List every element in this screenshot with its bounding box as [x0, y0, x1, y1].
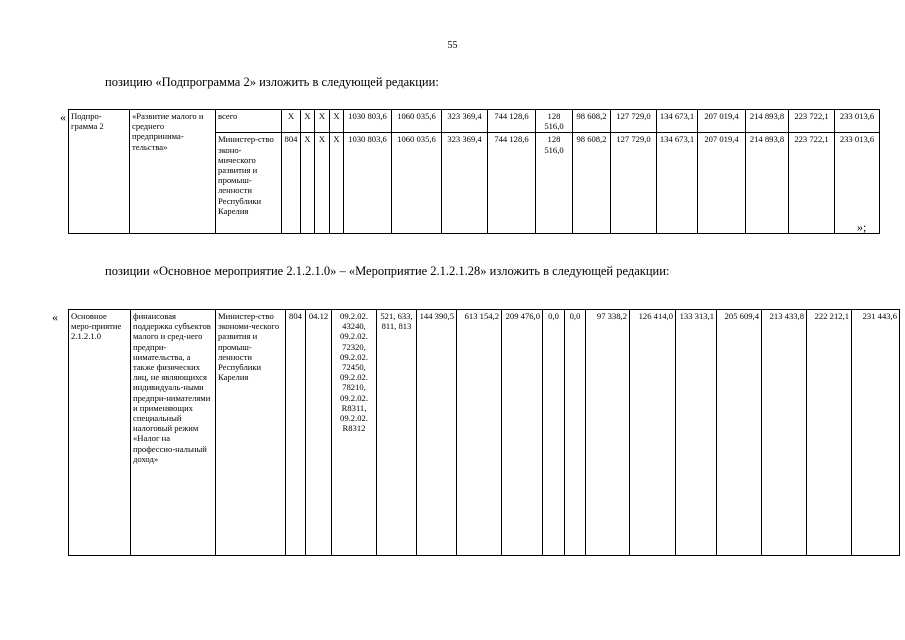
subprogram-name: Подпро-грамма 2 [69, 110, 130, 234]
value-cell: 213 433,8 [762, 310, 807, 556]
measure-table [68, 309, 900, 556]
value-cell: 127 729,0 [611, 133, 657, 234]
code-cell: Х [315, 110, 330, 133]
value-cell: 323 369,4 [442, 133, 488, 234]
value-cell: 231 443,6 [852, 310, 900, 556]
table-row [69, 310, 900, 556]
subprogram-title: «Развитие малого и среднего предпринима-тельства» [130, 110, 216, 234]
value-cell: 98 608,2 [573, 133, 611, 234]
responsible-cell: всего [216, 110, 282, 133]
value-cell: 214 893,8 [746, 110, 789, 133]
closing-quote-1: »; [857, 220, 867, 234]
value-cell: 233 013,6 [835, 110, 880, 133]
opening-quote-2: « [52, 310, 58, 324]
measure-title: финансовая поддержка субъектов малого и сред-него предпри-нимательства, а также физических лиц, не являющихся индивидуаль-ными предпри-нимателями и применяющих специальный налоговый режим «Налог на профессио-нальный доход» [131, 310, 216, 556]
value-cell: 1030 803,6 [344, 110, 392, 133]
code-cell: Х [315, 133, 330, 234]
value-cell: 98 608,2 [573, 110, 611, 133]
instruction-paragraph-1: позицию «Подпрограмма 2» изложить в следующей редакции: [105, 75, 439, 89]
value-cell: 133 313,1 [676, 310, 717, 556]
value-cell: 1030 803,6 [344, 133, 392, 234]
value-cell: 209 476,0 [502, 310, 543, 556]
code-cell: Х [301, 110, 315, 133]
value-cell: 1060 035,6 [392, 110, 442, 133]
value-cell: 613 154,2 [457, 310, 502, 556]
code-cell: Х [330, 133, 344, 234]
opening-quote-1: « [60, 110, 66, 124]
subprogram-table [68, 109, 880, 234]
value-cell: 744 128,6 [488, 133, 536, 234]
value-cell: 223 722,1 [789, 133, 835, 234]
code-cell: 521, 633, 811, 813 [377, 310, 417, 556]
code-cell: 09.2.02. 43240, 09.2.02. 72320, 09.2.02. 72450, 09.2.02. 78210, 09.2.02. R8311, 09.2.02. R8312 [332, 310, 377, 556]
table-row [69, 110, 880, 133]
value-cell: 0,0 [543, 310, 565, 556]
value-cell: 1060 035,6 [392, 133, 442, 234]
responsible-cell: Министер-ство экономи-ческого развития и промыш-ленности Республики Карелия [216, 310, 286, 556]
value-cell: 214 893,8 [746, 133, 789, 234]
value-cell: 128 516,0 [536, 133, 573, 234]
code-cell: 04.12 [306, 310, 332, 556]
value-cell: 744 128,6 [488, 110, 536, 133]
value-cell: 127 729,0 [611, 110, 657, 133]
value-cell: 0,0 [565, 310, 586, 556]
code-cell: 804 [286, 310, 306, 556]
value-cell: 222 212,1 [807, 310, 852, 556]
value-cell: 323 369,4 [442, 110, 488, 133]
value-cell: 144 390,5 [417, 310, 457, 556]
value-cell: 134 673,1 [657, 110, 698, 133]
value-cell: 126 414,0 [630, 310, 676, 556]
value-cell: 223 722,1 [789, 110, 835, 133]
code-cell: Х [282, 110, 301, 133]
value-cell: 128 516,0 [536, 110, 573, 133]
code-cell: 804 [282, 133, 301, 234]
code-cell: Х [330, 110, 344, 133]
value-cell: 97 338,2 [586, 310, 630, 556]
value-cell: 207 019,4 [698, 110, 746, 133]
code-cell: Х [301, 133, 315, 234]
measure-name: Основное меро-приятие 2.1.2.1.0 [69, 310, 131, 556]
page-number: 55 [447, 40, 458, 51]
value-cell: 134 673,1 [657, 133, 698, 234]
value-cell: 205 609,4 [717, 310, 762, 556]
instruction-paragraph-2: позиции «Основное мероприятие 2.1.2.1.0» – «Мероприятие 2.1.2.1.28» изложить в следующей редакции: [105, 264, 670, 278]
value-cell: 233 013,6 [835, 133, 880, 234]
value-cell: 207 019,4 [698, 133, 746, 234]
responsible-cell: Министер-ство эконо-мического развития и промыш-ленности Республики Карелия [216, 133, 282, 234]
